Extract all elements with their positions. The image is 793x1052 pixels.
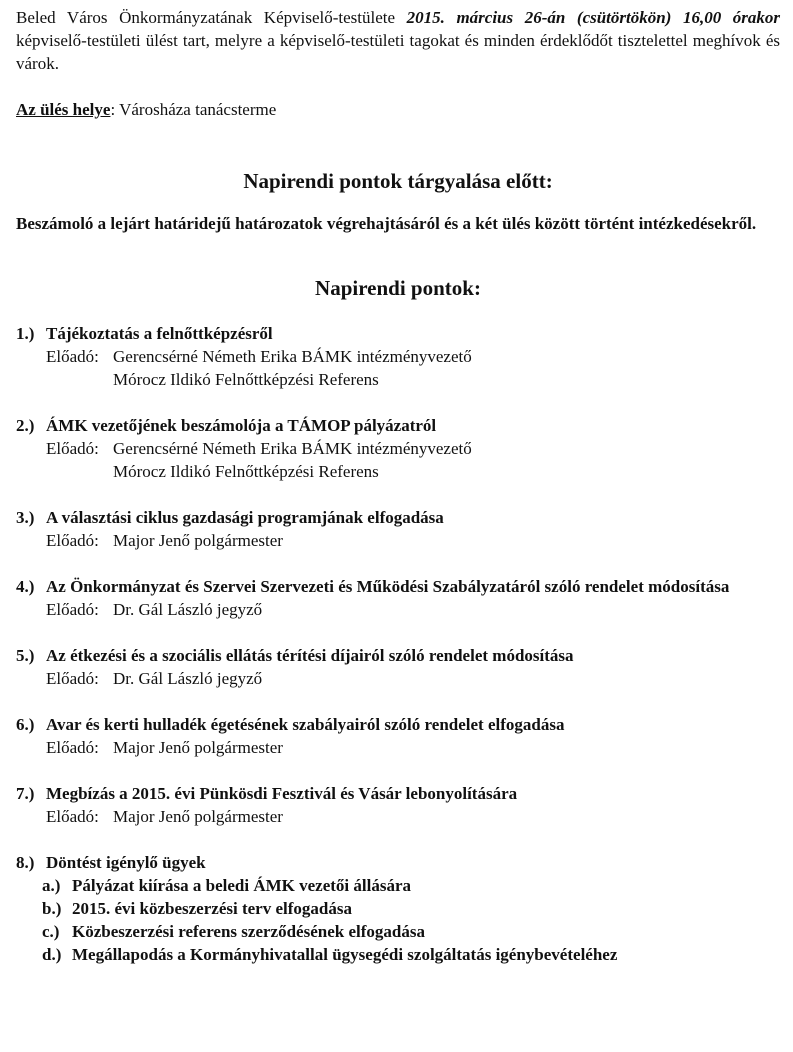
agenda-item: [16, 322, 780, 391]
document-page: [16, 6, 780, 989]
subitem-label: a.): [42, 876, 61, 895]
agenda-item-title: A választási ciklus gazdasági programjának elfogadása: [46, 508, 444, 527]
agenda-item-presenter: [16, 529, 780, 552]
agenda-title: Napirendi pontok:: [315, 276, 481, 300]
subitem-label: b.): [42, 899, 62, 918]
agenda-item: [16, 506, 780, 552]
subitem-label: c.): [42, 922, 60, 941]
subitem-label: d.): [42, 945, 62, 964]
agenda-item: [16, 851, 780, 966]
agenda-item-number: 2.): [16, 416, 35, 435]
agenda-subitem: [16, 897, 780, 920]
presenter-name-2: Mórocz Ildikó Felnőttképzési Referens: [113, 462, 379, 481]
invitation-text-end: képviselő-testületi ülést tart, melyre a képviselő-testületi tagokat és minden érdeklődőt tisztelettel meghívok és várok.: [16, 31, 780, 73]
subitem-text: Megállapodás a Kormányhivatallal ügysegédi szolgáltatás igénybevételéhez: [72, 945, 618, 964]
presenter-name: Gerencsérné Németh Erika BÁMK intézményvezető: [113, 439, 472, 458]
agenda-item-number: 1.): [16, 324, 35, 343]
presenter-label: Előadó:: [46, 531, 99, 550]
agenda-item-title: Döntést igénylő ügyek: [46, 853, 206, 872]
agenda-item: [16, 782, 780, 828]
agenda-item-presenter: [16, 805, 780, 828]
presenter-name: Dr. Gál László jegyző: [113, 669, 263, 688]
agenda-subitem: [16, 943, 780, 966]
pre-agenda-title: Napirendi pontok tárgyalása előtt:: [243, 169, 553, 193]
presenter-label: Előadó:: [46, 669, 99, 688]
meeting-venue: [16, 98, 780, 121]
pre-agenda-report: Beszámoló a lejárt határidejű határozatok végrehajtásáról és a két ülés között történt intézkedésekről.: [16, 214, 757, 233]
subitem-text: 2015. évi közbeszerzési terv elfogadása: [72, 899, 352, 918]
presenter-label: Előadó:: [46, 807, 99, 826]
agenda-item-presenter: [16, 667, 780, 690]
subitem-text: Közbeszerzési referens szerződésének elfogadása: [72, 922, 425, 941]
agenda-list: [16, 322, 780, 966]
presenter-name: Major Jenő polgármester: [113, 531, 283, 550]
agenda-item-number: 7.): [16, 784, 35, 803]
presenter-name-2: Mórocz Ildikó Felnőttképzési Referens: [113, 370, 379, 389]
agenda-item-presenter: [16, 736, 780, 759]
agenda-item-number: 6.): [16, 715, 35, 734]
venue-separator: :: [110, 100, 120, 119]
agenda-item-presenter: [16, 598, 780, 621]
agenda-item-title: Az étkezési és a szociális ellátás térítési díjairól szóló rendelet módosítása: [46, 646, 574, 665]
presenter-label: Előadó:: [46, 439, 99, 458]
agenda-item: [16, 644, 780, 690]
agenda-item-title: Az Önkormányzat és Szervei Szervezeti és Működési Szabályzatáról szóló rendelet módosítása: [46, 577, 730, 596]
agenda-item-title: Tájékoztatás a felnőttképzésről: [46, 324, 273, 343]
presenter-label: Előadó:: [46, 738, 99, 757]
presenter-name: Major Jenő polgármester: [113, 738, 283, 757]
agenda-item: [16, 713, 780, 759]
agenda-item-number: 3.): [16, 508, 35, 527]
venue-value: Városháza tanácsterme: [119, 100, 277, 119]
agenda-item: [16, 575, 780, 621]
agenda-subitem: [16, 920, 780, 943]
presenter-name: Major Jenő polgármester: [113, 807, 283, 826]
presenter-name: Gerencsérné Németh Erika BÁMK intézményvezető: [113, 347, 472, 366]
presenter-name: Dr. Gál László jegyző: [113, 600, 263, 619]
venue-label: Az ülés helye: [16, 100, 111, 119]
presenter-label: Előadó:: [46, 600, 99, 619]
agenda-subitem: [16, 874, 780, 897]
presenter-label: Előadó:: [46, 347, 99, 366]
agenda-item-number: 5.): [16, 646, 35, 665]
agenda-item-number: 4.): [16, 577, 35, 596]
agenda-item-presenter: [16, 437, 780, 483]
agenda-item-number: 8.): [16, 853, 35, 872]
subitem-text: Pályázat kiírása a beledi ÁMK vezetői állására: [72, 876, 411, 895]
agenda-item-presenter: [16, 345, 780, 391]
agenda-item-title: ÁMK vezetőjének beszámolója a TÁMOP pályázatról: [46, 416, 437, 435]
agenda-item-title: Avar és kerti hulladék égetésének szabályairól szóló rendelet elfogadása: [46, 715, 565, 734]
invitation-paragraph: [16, 6, 780, 75]
agenda-item-title: Megbízás a 2015. évi Pünkösdi Fesztivál és Vásár lebonyolítására: [46, 784, 518, 803]
agenda-item: [16, 414, 780, 483]
meeting-date: 2015. március 26-án (csütörtökön) 16,00 órakor: [406, 8, 781, 27]
invitation-text-start: Beled Város Önkormányzatának Képviselő-testülete: [16, 8, 407, 27]
